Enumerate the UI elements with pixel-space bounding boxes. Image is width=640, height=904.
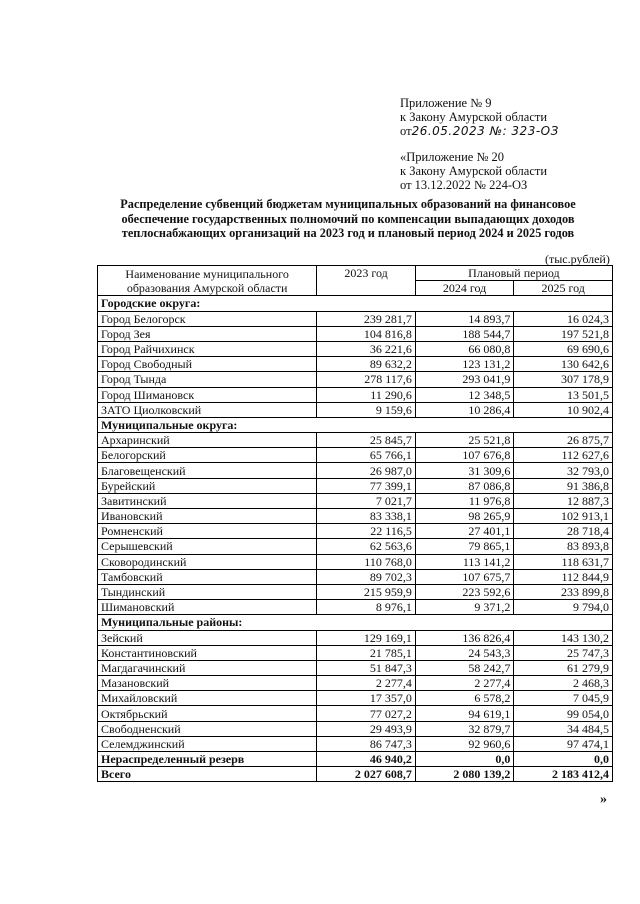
table-row: [98, 660, 613, 675]
row-name: Мазановский: [98, 676, 317, 691]
table-row: [98, 584, 613, 599]
appendix-date-prefix: от: [400, 124, 412, 138]
value-2025: 2 468,3: [514, 676, 613, 691]
row-name: Ромненский: [98, 524, 317, 539]
document-title: Распределение субвенций бюджетам муниципальных образований на финансовое обеспечение государственных полномочий по компенсации выпадающих доходов теплоснабжающих организаций на 2023 год и плановый период 2024 и 2025 годов: [120, 197, 576, 240]
value-2024: 113 141,2: [415, 554, 514, 569]
row-name: Сковородинский: [98, 554, 317, 569]
value-2023: 22 116,5: [317, 524, 416, 539]
value-2025: 10 902,4: [514, 402, 613, 417]
row-name: ЗАТО Циолковский: [98, 402, 317, 417]
table-row: [98, 721, 613, 736]
table-row: [98, 341, 613, 356]
row-name: Серышевский: [98, 539, 317, 554]
group-header-row: [98, 296, 613, 311]
value-2023: 104 816,8: [317, 326, 416, 341]
row-name: Свободненский: [98, 721, 317, 736]
value-2023: 29 493,9: [317, 721, 416, 736]
table-row: [98, 630, 613, 645]
appendix-date-line: [400, 124, 559, 138]
original-appendix-date: от 13.12.2022 № 224-ОЗ: [400, 178, 528, 192]
value-2023: 9 159,6: [317, 402, 416, 417]
table-row: [98, 509, 613, 524]
value-2023: 239 281,7: [317, 311, 416, 326]
row-name: Бурейский: [98, 478, 317, 493]
table-row: [98, 569, 613, 584]
header-name: Наименование муниципального образования Амурской области: [98, 266, 317, 296]
table-row: [98, 372, 613, 387]
value-2025: 9 794,0: [514, 600, 613, 615]
value-2024: 92 960,6: [415, 736, 514, 751]
value-2023: 62 563,6: [317, 539, 416, 554]
header-2024: 2024 год: [415, 281, 514, 296]
table-row: [98, 767, 613, 782]
row-name: Город Белогорск: [98, 311, 317, 326]
value-2025: 61 279,9: [514, 660, 613, 675]
value-2025: 12 887,3: [514, 493, 613, 508]
appendix-current-header: [400, 96, 559, 138]
value-2025: 102 913,1: [514, 509, 613, 524]
table-row: [98, 448, 613, 463]
table-row: [98, 357, 613, 372]
row-name: Зейский: [98, 630, 317, 645]
value-2024: 0,0: [415, 752, 514, 767]
value-2025: 16 024,3: [514, 311, 613, 326]
value-2024: 293 041,9: [415, 372, 514, 387]
value-2024: 123 131,2: [415, 357, 514, 372]
value-2023: 83 338,1: [317, 509, 416, 524]
group-header-row: [98, 615, 613, 630]
row-name: Белогорский: [98, 448, 317, 463]
value-2024: 107 676,8: [415, 448, 514, 463]
value-2025: 83 893,8: [514, 539, 613, 554]
value-2023: 65 766,1: [317, 448, 416, 463]
row-name: Магдагачинский: [98, 660, 317, 675]
row-name: Завитинский: [98, 493, 317, 508]
value-2023: 7 021,7: [317, 493, 416, 508]
row-name: Нераспределенный резерв: [98, 752, 317, 767]
value-2023: 77 399,1: [317, 478, 416, 493]
value-2024: 32 879,7: [415, 721, 514, 736]
value-2023: 25 845,7: [317, 433, 416, 448]
appendix-original-header: [400, 150, 547, 192]
value-2024: 11 976,8: [415, 493, 514, 508]
table-row: [98, 645, 613, 660]
group-title: Городские округа:: [98, 296, 613, 311]
row-name: Селемджинский: [98, 736, 317, 751]
value-2024: 24 543,3: [415, 645, 514, 660]
row-name: Город Зея: [98, 326, 317, 341]
value-2024: 223 592,6: [415, 584, 514, 599]
handwritten-date-number: 26.05.2023 №: 323-ОЗ: [411, 124, 559, 138]
value-2024: 12 348,5: [415, 387, 514, 402]
value-2025: 307 178,9: [514, 372, 613, 387]
header-2025: 2025 год: [514, 281, 613, 296]
value-2025: 233 899,8: [514, 584, 613, 599]
value-2023: 46 940,2: [317, 752, 416, 767]
row-name: Тындинский: [98, 584, 317, 599]
table-row: [98, 524, 613, 539]
value-2023: 8 976,1: [317, 600, 416, 615]
table-row: [98, 326, 613, 341]
value-2023: 110 768,0: [317, 554, 416, 569]
value-2024: 66 080,8: [415, 341, 514, 356]
table-row: [98, 387, 613, 402]
value-2025: 91 386,8: [514, 478, 613, 493]
value-2023: 11 290,6: [317, 387, 416, 402]
appendix-law: к Закону Амурской области: [400, 110, 548, 124]
row-name: Константиновский: [98, 645, 317, 660]
value-2023: 215 959,9: [317, 584, 416, 599]
value-2023: 17 357,0: [317, 691, 416, 706]
row-name: Шимановский: [98, 600, 317, 615]
value-2025: 118 631,7: [514, 554, 613, 569]
value-2023: 77 027,2: [317, 706, 416, 721]
table-row: [98, 736, 613, 751]
units-label: (тыс.рублей): [545, 252, 610, 266]
row-name: Всего: [98, 767, 317, 782]
row-name: Благовещенский: [98, 463, 317, 478]
value-2023: 26 987,0: [317, 463, 416, 478]
value-2023: 89 632,2: [317, 357, 416, 372]
header-2023: 2023 год: [317, 266, 416, 296]
table-row: [98, 554, 613, 569]
row-name: Архаринский: [98, 433, 317, 448]
value-2024: 87 086,8: [415, 478, 514, 493]
value-2024: 27 401,1: [415, 524, 514, 539]
value-2024: 25 521,8: [415, 433, 514, 448]
value-2025: 130 642,6: [514, 357, 613, 372]
table-row: [98, 463, 613, 478]
value-2025: 7 045,9: [514, 691, 613, 706]
table-row: [98, 676, 613, 691]
row-name: Ивановский: [98, 509, 317, 524]
value-2025: 25 747,3: [514, 645, 613, 660]
value-2025: 13 501,5: [514, 387, 613, 402]
row-name: Город Райчихинск: [98, 341, 317, 356]
row-name: Тамбовский: [98, 569, 317, 584]
value-2024: 94 619,1: [415, 706, 514, 721]
original-appendix-law: к Закону Амурской области: [400, 164, 548, 178]
value-2024: 9 371,2: [415, 600, 514, 615]
value-2025: 2 183 412,4: [514, 767, 613, 782]
value-2023: 36 221,6: [317, 341, 416, 356]
value-2025: 143 130,2: [514, 630, 613, 645]
value-2025: 197 521,8: [514, 326, 613, 341]
value-2024: 107 675,7: [415, 569, 514, 584]
appendix-number: Приложение № 9: [400, 96, 492, 110]
value-2023: 86 747,3: [317, 736, 416, 751]
value-2025: 0,0: [514, 752, 613, 767]
value-2024: 2 080 139,2: [415, 767, 514, 782]
table-row: [98, 600, 613, 615]
value-2024: 79 865,1: [415, 539, 514, 554]
value-2024: 136 826,4: [415, 630, 514, 645]
table-row: [98, 493, 613, 508]
value-2024: 6 578,2: [415, 691, 514, 706]
value-2023: 129 169,1: [317, 630, 416, 645]
row-name: Город Свободный: [98, 357, 317, 372]
table-row: [98, 539, 613, 554]
table-row: [98, 706, 613, 721]
table-row: [98, 478, 613, 493]
table-row: [98, 752, 613, 767]
header-plan-period: Плановый период: [415, 266, 612, 281]
group-header-row: [98, 417, 613, 432]
group-title: Муниципальные округа:: [98, 417, 613, 432]
value-2025: 99 054,0: [514, 706, 613, 721]
table-row: [98, 402, 613, 417]
value-2023: 278 117,6: [317, 372, 416, 387]
value-2024: 2 277,4: [415, 676, 514, 691]
table-row: [98, 311, 613, 326]
value-2025: 28 718,4: [514, 524, 613, 539]
row-name: Михайловский: [98, 691, 317, 706]
table-row: [98, 691, 613, 706]
subventions-table: [97, 265, 613, 782]
value-2024: 10 286,4: [415, 402, 514, 417]
value-2024: 31 309,6: [415, 463, 514, 478]
group-title: Муниципальные районы:: [98, 615, 613, 630]
table-body: [98, 296, 613, 782]
value-2024: 14 893,7: [415, 311, 514, 326]
value-2025: 34 484,5: [514, 721, 613, 736]
row-name: Октябрьский: [98, 706, 317, 721]
value-2024: 98 265,9: [415, 509, 514, 524]
value-2025: 112 844,9: [514, 569, 613, 584]
value-2025: 112 627,6: [514, 448, 613, 463]
original-appendix-number: «Приложение № 20: [400, 150, 505, 164]
value-2023: 21 785,1: [317, 645, 416, 660]
table-row: [98, 433, 613, 448]
value-2023: 2 027 608,7: [317, 767, 416, 782]
value-2023: 2 277,4: [317, 676, 416, 691]
value-2024: 188 544,7: [415, 326, 514, 341]
value-2025: 26 875,7: [514, 433, 613, 448]
closing-quote: »: [600, 792, 607, 807]
value-2024: 58 242,7: [415, 660, 514, 675]
row-name: Город Тында: [98, 372, 317, 387]
value-2025: 69 690,6: [514, 341, 613, 356]
row-name: Город Шимановск: [98, 387, 317, 402]
value-2023: 51 847,3: [317, 660, 416, 675]
value-2025: 32 793,0: [514, 463, 613, 478]
value-2023: 89 702,3: [317, 569, 416, 584]
value-2025: 97 474,1: [514, 736, 613, 751]
